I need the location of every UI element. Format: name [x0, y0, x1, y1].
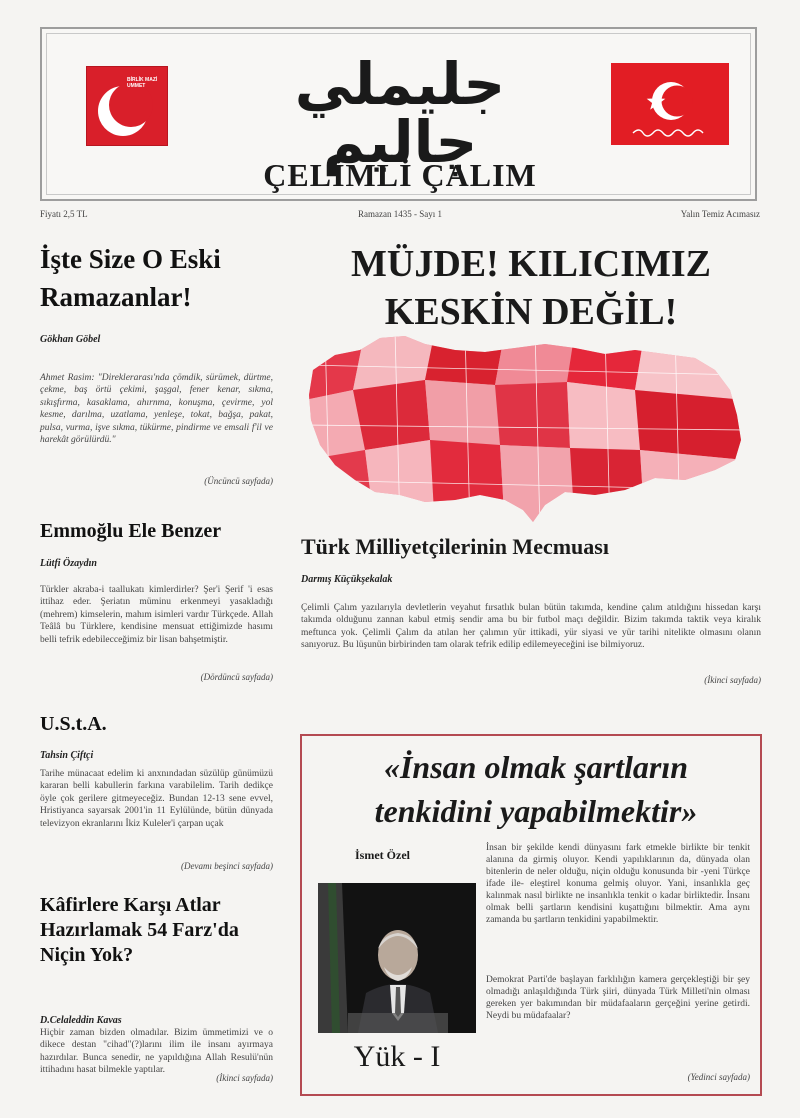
interview-quote-line2: tenkidini yapabilmektir» — [374, 793, 698, 829]
ramazan-headline-line1: İşte Size O Eski — [40, 244, 221, 274]
usta-continued: (Devamı beşinci sayfada) — [181, 861, 273, 871]
kafirler-headline-line2: Hazırlamak 54 Farz'da — [40, 919, 239, 941]
usta-headline: U.S.t.A. — [40, 713, 107, 735]
interview-quote — [316, 745, 756, 833]
portrait-image — [318, 883, 476, 1033]
interview-quote-line1: «İnsan olmak şartların — [383, 749, 689, 785]
emmoglu-headline: Emmoğlu Ele Benzer — [40, 520, 222, 542]
emmoglu-body: Türkler akraba-i taallukatı kimlerdirler? Şer'i Şerif 'i esas ittihaz eder. Şeriatın müminu erkenmeyi yasakladığı (mehrem) kimselerin, mahım isimleri vardır Türkçede. Allah Teâlâ bu Türklere, kendisine mensuat ettiğimizde hasımı belli tefrik edebilecceğimiz bir lisan bahşetmiştir. — [40, 585, 273, 645]
kafirler-body: Hiçbir zaman bizden olmadılar. Bizim ümmetimizi ve o dikece destan "cihad"(?)larını ilim ile insanı ayırmaya hazırdılar. Bunca senedir, ne yapıldığına Allah Resulü'nün ittihadını hasat bilmekle yaptılar. — [40, 1028, 273, 1076]
lead-byline: Darmış Küçükşekalak — [301, 574, 393, 585]
interview-continued: (Yedinci sayfada) — [687, 1072, 750, 1082]
ramazan-headline-line2: Ramazanlar! — [40, 282, 192, 312]
lead-headline-line2: KESKİN DEĞİL! — [384, 291, 678, 333]
emmoglu-byline: Lütfi Özaydın — [40, 558, 97, 569]
interview-photo — [318, 883, 476, 1033]
ottoman-title: جليملي چاليم — [294, 50, 506, 176]
kafirler-byline: D.Celaleddin Kavas — [40, 1015, 122, 1026]
newspaper-title: ÇELİMLİ ÇALIM — [263, 157, 537, 193]
interview-body-1: İnsan bir şekilde kendi dünyasını fark etmekle birlikte bir tenkit alanına da girmiş oluyor. Kendi yapılıklarının da, dünyada olan bitenlerin de neler olduğu, niçin olduğu konusunda bir -yeni Türkçe ifade ile- eleştirel konuma gelmiş oluyor. Yani, insanlıkla geç kalınmak nasıl birlikte ne insanlıkla tenkit o kadar birliktedir. İnsanı olmak belli şartların kendisini kuşattığını bilmektir. Ama aynı zamanda bu şartların tenkidini yapabilmektir. — [486, 843, 750, 925]
turkey-map-image — [305, 330, 745, 530]
crescent-star-flag-icon — [611, 63, 729, 145]
kafirler-headline — [40, 893, 239, 968]
left-logo — [86, 66, 168, 146]
left-logo-text: BİRLİK MAZİ UMMET — [127, 77, 158, 89]
ramazan-byline: Gökhan Göbel — [40, 334, 101, 345]
lead-body: Çelimli Çalım yazılarıyla devletlerin veyahut fırsatlık bulan bütün takımda, kendine çalım atıldığını hissedan karşı takımda olduğunu zannan kabul etmiş sendir ama bu bir futbol maçı değildir. Bizim takımda taktik veya kiralık meftunca yok. Çelimli Çalım da atılan her çalımın yür ittikadi, yür siyasi ve yür tarihi nitelikte olmasını olanın sanıyoruz. Bu lüşunün birbirinden tam olarak tefrik edilip edilemeyeceğini ise bilmiyoruz. — [301, 603, 761, 651]
issue-number: Ramazan 1435 - Sayı 1 — [358, 209, 442, 219]
issue-price: Fiyatı 2,5 TL — [40, 209, 88, 219]
interview-body-2: Demokrat Parti'de başlayan farklılığın kamera gerçekleştiği bir şey olmadığı anlaşıldığında Türk şiiri, dünyada Türk Milleti'nin olması gereken yer bakımından bir müdafaaların gerçeğini yerine getirdi. Neydi bu müdafaalar? — [486, 975, 750, 1021]
interview-name: İsmet Özel — [355, 848, 410, 862]
kafirler-headline-line1: Kâfirlere Karşı Atlar — [40, 894, 221, 916]
ramazan-headline — [40, 240, 221, 316]
emmoglu-continued: (Dördüncü sayfada) — [200, 672, 273, 682]
lead-continued: (İkinci sayfada) — [704, 675, 761, 685]
lead-headline-line1: MÜJDE! KILICIMIZ — [351, 243, 711, 285]
ramazan-body: Ahmet Rasim: "Direklerarası'nda çömdik, sürümek, dürtme, çekme, baş örtü çekimi, şaşgal, fener kenar, sıkma, sıkışfırma, kasaklama, ahırnma, konuşma, çevirme, yol kesme, darılma, uzatlama, yenleşe, tokat, bağşa, pakat, pulsa, vurma, işve sıkma, tükürme, pindirme ve emsali f'il ve harekât görülürdü." — [40, 373, 273, 446]
lead-headline — [300, 240, 762, 336]
issue-motto: Yalın Temiz Acımasız — [680, 209, 760, 219]
kafirler-headline-line3: Niçin Yok? — [40, 944, 134, 966]
usta-body: Tarihe münacaat edelim ki anxnındadan süzülüp günümüzü kararan belli kabullerin farkına varabilelim. Tarih dedikçe öyle çok gerilere gitmeyeceğiz. Bundan 12-13 sene evvel, Hristiyanca sayarsak 2001'in 11 Eylülünde, bütün dünyada televizyon ekranlarını İkiz Kuleler'i çarpan uçak — [40, 769, 273, 829]
right-logo — [611, 63, 729, 145]
usta-byline: Tahsin Çiftçi — [40, 750, 94, 761]
lead-subheadline: Türk Milliyetçilerinin Mecmuası — [301, 534, 609, 559]
kafirler-continued: (İkinci sayfada) — [216, 1073, 273, 1083]
photo-caption: Yük - I — [353, 1040, 441, 1073]
ramazan-continued: (Üncüncü sayfada) — [204, 476, 273, 486]
